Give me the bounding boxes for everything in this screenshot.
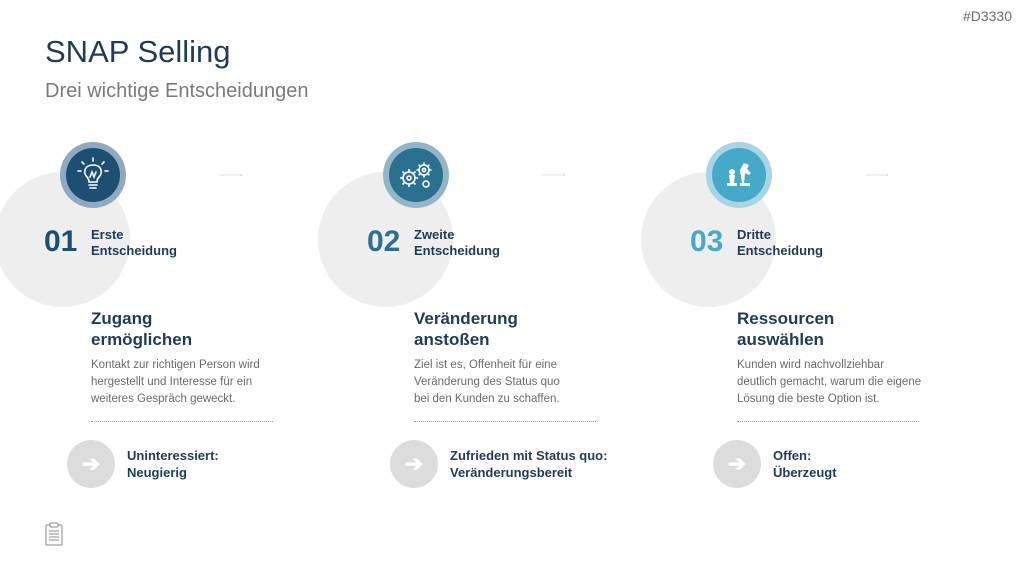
dotted-divider <box>414 421 596 422</box>
step-column-1 <box>0 0 300 576</box>
dotted-divider <box>91 421 273 422</box>
arrow-right-icon: ➔ <box>67 440 115 488</box>
step-number: 01 <box>44 225 78 258</box>
page-title: SNAP Selling <box>45 34 231 69</box>
step-result: Uninteressiert: Neugierig <box>127 448 219 480</box>
step-arrow <box>185 174 277 176</box>
step-arrow <box>831 174 923 176</box>
slide-code: #D3330 <box>962 8 1012 24</box>
step-result: Offen: Überzeugt <box>773 448 837 480</box>
step-icon-ring <box>383 142 449 208</box>
step-decision: Dritte Entscheidung <box>737 227 823 258</box>
step-description: Ziel ist es, Offenheit für eine Veränderung des Status quo bei den Kunden zu schaffen. <box>414 359 560 405</box>
lightbulb-icon <box>77 157 109 193</box>
step-description: Kontakt zur richtigen Person wird hergestellt und Interesse für ein weiteres Gespräch geweckt. <box>91 359 260 405</box>
step-description: Kunden wird nachvollziehbar deutlich gemacht, warum die eigene Lösung die beste Option ist. <box>737 359 922 405</box>
step-arrow <box>508 174 600 176</box>
step-heading: Veränderung anstoßen <box>414 309 518 349</box>
step-decision: Erste Entscheidung <box>91 227 177 258</box>
dotted-divider <box>737 421 919 422</box>
chess-icon <box>722 158 756 192</box>
gears-icon <box>397 159 435 191</box>
step-column-3 <box>646 0 946 576</box>
step-icon-ring <box>706 142 772 208</box>
arrow-right-icon: ➔ <box>390 440 438 488</box>
step-icon-ring <box>60 142 126 208</box>
step-number: 03 <box>690 225 724 258</box>
step-column-2 <box>323 0 623 576</box>
clipboard-icon <box>45 522 63 546</box>
page-subtitle: Drei wichtige Entscheidungen <box>45 80 309 102</box>
step-result: Zufrieden mit Status quo: Veränderungsbereit <box>450 448 608 480</box>
arrow-right-icon: ➔ <box>713 440 761 488</box>
step-heading: Ressourcen auswählen <box>737 309 835 349</box>
step-decision: Zweite Entscheidung <box>414 227 500 258</box>
step-heading: Zugang ermöglichen <box>91 309 193 349</box>
step-number: 02 <box>367 225 401 258</box>
